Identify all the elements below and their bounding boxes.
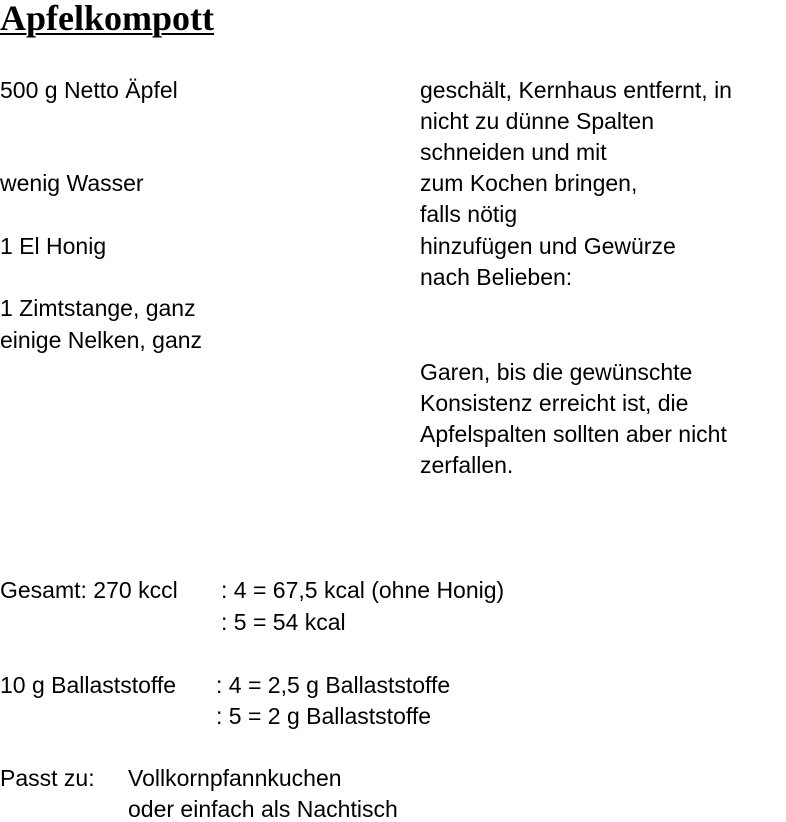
calories-per-5: : 5 = 54 kcal — [221, 609, 346, 635]
cooking-note-line: zerfallen. — [420, 452, 514, 478]
pairing-suggestion: Vollkornpfannkuchen — [128, 765, 342, 791]
cooking-note-line: Konsistenz erreicht ist, die — [420, 390, 689, 416]
calories-total: Gesamt: 270 kccl — [0, 577, 178, 603]
calories-per-4: : 4 = 67,5 kcal (ohne Honig) — [221, 577, 505, 603]
pairing-suggestion: oder einfach als Nachtisch — [128, 796, 398, 822]
pairing-label: Passt zu: — [0, 765, 95, 791]
fiber-total: 10 g Ballaststoffe — [0, 672, 177, 698]
fiber-per-5: : 5 = 2 g Ballaststoffe — [216, 703, 432, 729]
ingredient-honey: 1 El Honig — [0, 233, 107, 259]
instruction-line: nach Belieben: — [420, 264, 573, 290]
cooking-note-line: Garen, bis die gewünschte — [420, 359, 693, 385]
ingredient-cinnamon: 1 Zimtstange, ganz — [0, 295, 196, 321]
ingredient-apples: 500 g Netto Äpfel — [0, 77, 178, 103]
instruction-line: zum Kochen bringen, — [420, 170, 638, 196]
instruction-line: geschält, Kernhaus entfernt, in — [420, 77, 732, 103]
fiber-per-4: : 4 = 2,5 g Ballaststoffe — [216, 672, 451, 698]
recipe-title: Apfelkompott — [0, 0, 214, 38]
ingredient-cloves: einige Nelken, ganz — [0, 327, 203, 353]
instruction-line: schneiden und mit — [420, 139, 607, 165]
instruction-line: nicht zu dünne Spalten — [420, 108, 655, 134]
ingredient-water: wenig Wasser — [0, 170, 144, 196]
instruction-line: hinzufügen und Gewürze — [420, 233, 676, 259]
instruction-line: falls nötig — [420, 201, 518, 227]
cooking-note-line: Apfelspalten sollten aber nicht — [420, 421, 727, 447]
